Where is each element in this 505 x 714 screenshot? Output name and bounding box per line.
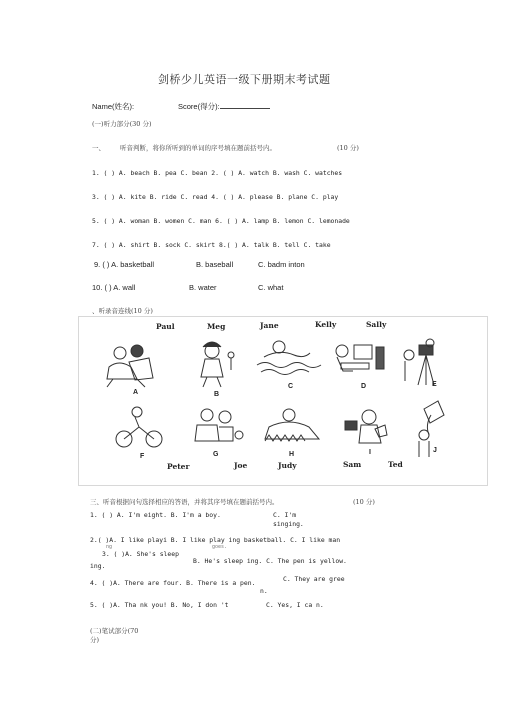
illustration-a: [107, 345, 153, 387]
question-3-1: 1. ( ) A. I'm eight. B. I'm a boy.: [90, 511, 221, 519]
section3-instruction: 三、听音根据问句选择相应的答语，并将其序号填在题前括号内。: [90, 498, 279, 506]
picture-letter: B: [214, 391, 220, 398]
illustration-i: [345, 410, 387, 443]
section2-title: 、听录音连线(10 分): [92, 307, 153, 315]
score-field: [178, 101, 270, 112]
question-3-2-overflow: ng: [106, 544, 113, 550]
picture-letter: J: [433, 447, 437, 454]
name-label: Name(姓名):: [92, 102, 135, 111]
question-10-c: C. what: [258, 283, 284, 292]
question-9-c: C. badm inton: [258, 260, 305, 269]
name-label: Jane: [260, 321, 279, 330]
score-blank: [220, 101, 270, 109]
picture-letter: D: [361, 383, 367, 390]
section1-instruction: 听音判断，将你所听到的单词的序号填在题前括号内。: [120, 144, 276, 152]
picture-letter: I: [369, 449, 371, 456]
question-line: 7. ( ) A. shirt B. sock C. skirt 8.( ) A. talk B. tell C. take: [92, 241, 331, 249]
illustration-j: [419, 401, 444, 457]
illustration-g: [195, 409, 243, 441]
score-label: Score(得分):: [178, 102, 220, 111]
question-3-5-c: C. Yes, I ca n.: [266, 601, 324, 609]
name-label: Sally: [366, 320, 387, 329]
part2-header: (二)笔试部分(70: [90, 627, 139, 635]
question-3-3: B. He's sleep ing. C. The pen is yellow.: [193, 557, 347, 565]
question-line: 3. ( ) A. kite B. ride C. read 4. ( ) A. please B. plane C. play: [92, 193, 339, 201]
illustration-d: [336, 345, 384, 371]
illustration-b: [201, 342, 234, 387]
part1-header: (一)听力部分(30 分): [92, 120, 152, 128]
page-title: 剑桥少儿英语一级下册期末考试题: [158, 73, 331, 86]
picture-letter: E: [432, 381, 437, 388]
question-3-1-c-cont: singing.: [273, 520, 304, 528]
question-3-1-c: C. I'm: [273, 511, 297, 519]
section3-points: (10 分): [353, 498, 375, 506]
question-3-3-a-cont: ing.: [90, 562, 106, 570]
picture-letter: A: [133, 389, 139, 396]
question-3-2-overflow: goes.: [212, 544, 228, 550]
matching-picture-panel: [78, 316, 488, 486]
illustration-e: [404, 339, 434, 385]
picture-letter: C: [288, 383, 294, 390]
name-label: Kelly: [315, 320, 337, 329]
question-3-2: 2.( )A. I like playi B. I like play ing basketball. C. I like man: [90, 536, 341, 544]
name-label: Sam: [343, 460, 362, 469]
picture-letter: H: [289, 451, 295, 458]
part2-header-cont: 分): [90, 636, 100, 644]
section1-number: 一、: [92, 144, 105, 152]
question-line: 5. ( ) A. woman B. women C. man 6. ( ) A. lamp B. lemon C. lemonade: [92, 217, 350, 225]
section1-points: (10 分): [337, 144, 359, 152]
question-3-4-c-cont: n.: [260, 587, 268, 595]
question-10-b: B. water: [189, 283, 217, 292]
question-10: 10. ( ) A. wall: [92, 283, 136, 292]
picture-letter: G: [213, 451, 219, 458]
question-line: 1. ( ) A. beach B. pea C. bean 2. ( ) A. watch B. wash C. watches: [92, 169, 343, 177]
question-3-3-a: 3. ( )A. She's sleep: [102, 550, 179, 558]
name-label: Paul: [156, 322, 175, 331]
illustration-h: [265, 409, 319, 441]
name-label: Meg: [207, 322, 226, 331]
question-9: 9. ( ) A. basketball: [94, 260, 155, 269]
name-label: Judy: [278, 461, 297, 470]
illustration-c: [257, 341, 321, 375]
name-label: Peter: [167, 462, 190, 471]
name-label: Joe: [234, 461, 248, 470]
question-9-b: B. baseball: [196, 260, 234, 269]
picture-letter: F: [140, 453, 145, 460]
question-3-4-c: C. They are gree: [283, 575, 345, 583]
illustration-f: [116, 407, 162, 447]
question-3-5: 5. ( )A. Tha nk you! B. No, I don 't: [90, 601, 229, 609]
question-3-4: 4. ( )A. There are four. B. There is a pen.: [90, 579, 256, 587]
name-label: Ted: [388, 460, 403, 469]
